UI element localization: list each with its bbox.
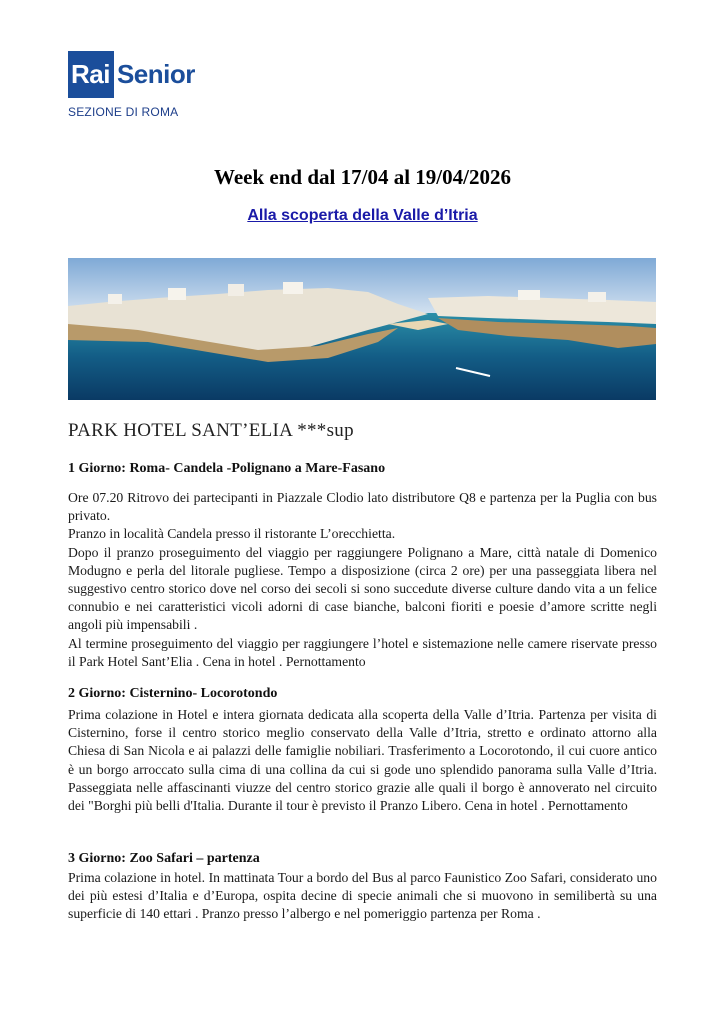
building-1 <box>108 294 122 304</box>
section-label: SEZIONE DI ROMA <box>68 105 179 119</box>
building-2 <box>168 288 186 300</box>
building-6 <box>588 292 606 302</box>
day-2-paragraph: Prima colazione in Hotel e intera giornata dedicata alla scoperta della Valle d’Itria. Partenza per visita di Cisternino, forse il centro storico meglio conservato della Valle d’Itria, stretto e ordinato attorno alla Chiesa di San Nicola e ai palazzi delle famiglie nobiliari. Trasferimento a Locorotondo, il cui cuore antico è un borgo arroccato sulla cima di una collina da cui si gode uno splendido panorama sulla Valle d’Itria. Passeggiata nelle affascinanti viuzze del centro storico grazie alle quali il borgo è annoverato nel circuito dei "Borghi più belli d'Italia. Durante il tour è previsto il Pranzo Libero. Cena in hotel . Pernottamento <box>68 707 657 814</box>
day-1-paragraph: Dopo il pranzo proseguimento del viaggio per raggiungere Polignano a Mare, città natale di Domenico Modugno e perla del litorale pugliese. Tempo a disposizione (circa 2 ore) per una passeggiata libera nel suggestivo centro storico dove nel corso dei secoli si sono succedute diverse culture dando vita a un felice connubio e nei caratteristici vicoli adorni di case bianche, balconi fioriti e poesie d’amore scritte negli angoli più impensabili . <box>68 544 657 633</box>
day-1-text <box>68 489 657 671</box>
day-3-heading: 3 Giorno: Zoo Safari – partenza <box>68 851 260 866</box>
rai-senior-logo <box>68 51 195 98</box>
day-2-text <box>68 706 657 815</box>
day-1-paragraph: Pranzo in località Candela presso il ristorante L’orecchietta. <box>68 526 396 542</box>
building-4 <box>283 282 303 294</box>
logo-rai-text: Rai <box>68 51 114 98</box>
day-1-paragraph: Al termine proseguimento del viaggio per raggiungere l’hotel e sistemazione nelle camere riservate presso il Park Hotel Sant’Elia . Cena in hotel . Pernottamento <box>68 635 657 669</box>
page-title: Week end dal 17/04 al 19/04/2026 <box>214 165 511 189</box>
day-1-heading: 1 Giorno: Roma- Candela -Polignano a Mare-Fasano <box>68 461 386 476</box>
day-2-heading: 2 Giorno: Cisternino- Locorotondo <box>68 686 278 701</box>
day-3-text <box>68 869 657 924</box>
page-subtitle: Alla scoperta della Valle d’Itria <box>247 207 478 224</box>
panorama-photo <box>68 258 656 400</box>
building-3 <box>228 284 244 296</box>
day-1-paragraph: Ore 07.20 Ritrovo dei partecipanti in Piazzale Clodio lato distributore Q8 e partenza per la Puglia con bus privato. <box>68 490 657 524</box>
hotel-name: PARK HOTEL SANT’ELIA ***sup <box>68 420 354 441</box>
building-5 <box>518 290 540 300</box>
logo-senior-text: Senior <box>116 59 195 89</box>
day-3-paragraph: Prima colazione in hotel. In mattinata Tour a bordo del Bus al parco Faunistico Zoo Safari, considerato uno dei più estesi d’Italia e d’Europa, ospita decine di specie animali che si muovono in semilibertà su una superficie di 140 ettari . Pranzo presso l’albergo e nel pomeriggio partenza per Roma . <box>68 870 657 922</box>
